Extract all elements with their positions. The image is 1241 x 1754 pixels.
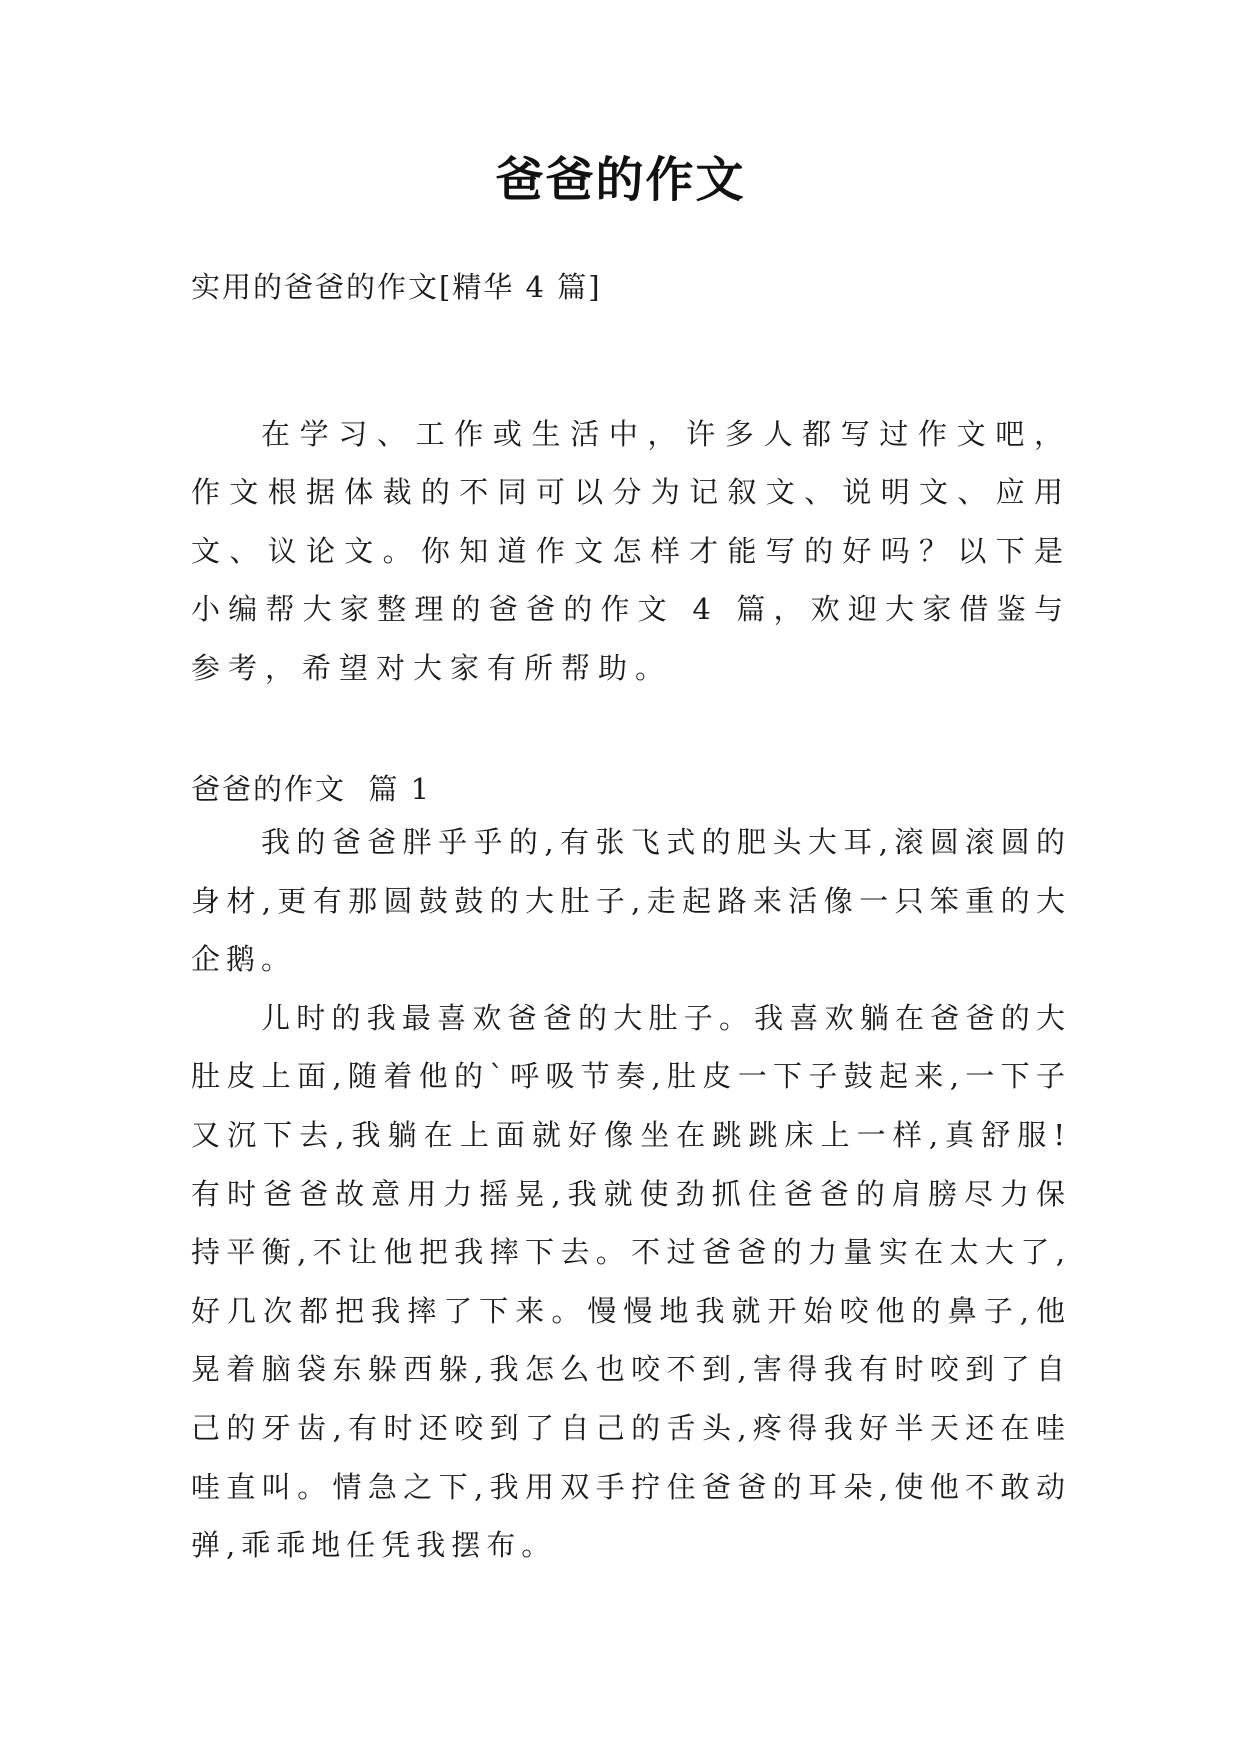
body-paragraph: 儿时的我最喜欢爸爸的大肚子。我喜欢躺在爸爸的大肚皮上面,随着他的`呼吸节奏,肚皮一下子鼓起来,一下子又沉下去,我躺在上面就好像坐在跳跳床上一样,真舒服!有时爸爸故意用力摇晃,我就使劲抓住爸爸的肩膀尽力保持平衡,不让他把我摔下去。不过爸爸的力量实在太大了,好几次都把我摔了下来。慢慢地我就开始咬他的鼻子,他晃着脑袋东躲西躲,我怎么也咬不到,害得我有时咬到了自己的牙齿,有时还咬到了自己的舌头,疼得我好半天还在哇哇直叫。情急之下,我用双手拧住爸爸的耳朵,使他不敢动弹,乖乖地任凭我摆布。 — [191, 1000, 1071, 1563]
document-subtitle: 实用的爸爸的作文[精华 4 篇] — [191, 270, 602, 304]
section-heading: 爸爸的作文 篇 1 — [191, 772, 432, 806]
body-paragraph: 我的爸爸胖乎乎的,有张飞式的肥头大耳,滚圆滚圆的身材,更有那圆鼓鼓的大肚子,走起路来活像一只笨重的大企鹅。 — [191, 825, 1071, 977]
section-body — [191, 813, 1071, 1575]
intro-paragraph: 在学习、工作或生活中，许多人都写过作文吧，作文根据体裁的不同可以分为记叙文、说明文、应用文、议论文。你知道作文怎样才能写的好吗？以下是小编帮大家整理的爸爸的作文 4 篇，欢迎大家借鉴与参考，希望对大家有所帮助。 — [191, 417, 1071, 685]
document-title: 爸爸的作文 — [495, 152, 746, 208]
